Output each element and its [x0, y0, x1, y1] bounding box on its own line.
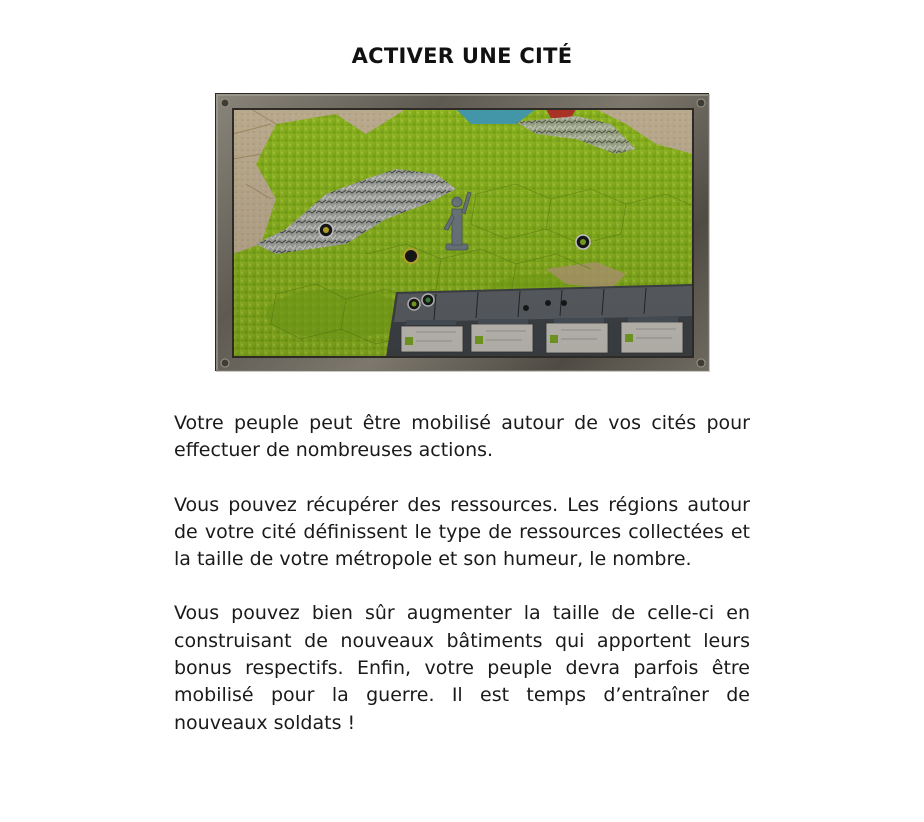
paragraph-2: Vous pouvez récupérer des ressources. Les régions autour de votre cité définissent le type de ressources collectées et la taille de votre métropole et son humeur, le nombre. [174, 493, 750, 571]
body-text [174, 410, 750, 764]
paragraph-3: Vous pouvez bien sûr augmenter la taille de celle-ci en construisant de nouveaux bâtiments qui apportent leurs bonus respectifs. Enfin, votre peuple devra parfois être mobilisé pour la guerre. Il est temps d’entraîner de nouveaux soldats ! [174, 602, 750, 734]
paragraph-1: Votre peuple peut être mobilisé autour de vos cités pour effectuer de nombreuses actions. [174, 412, 750, 462]
game-board-screenshot [215, 93, 709, 371]
game-board-illustration [216, 94, 710, 372]
page-title: ACTIVER UNE CITÉ [351, 44, 573, 68]
